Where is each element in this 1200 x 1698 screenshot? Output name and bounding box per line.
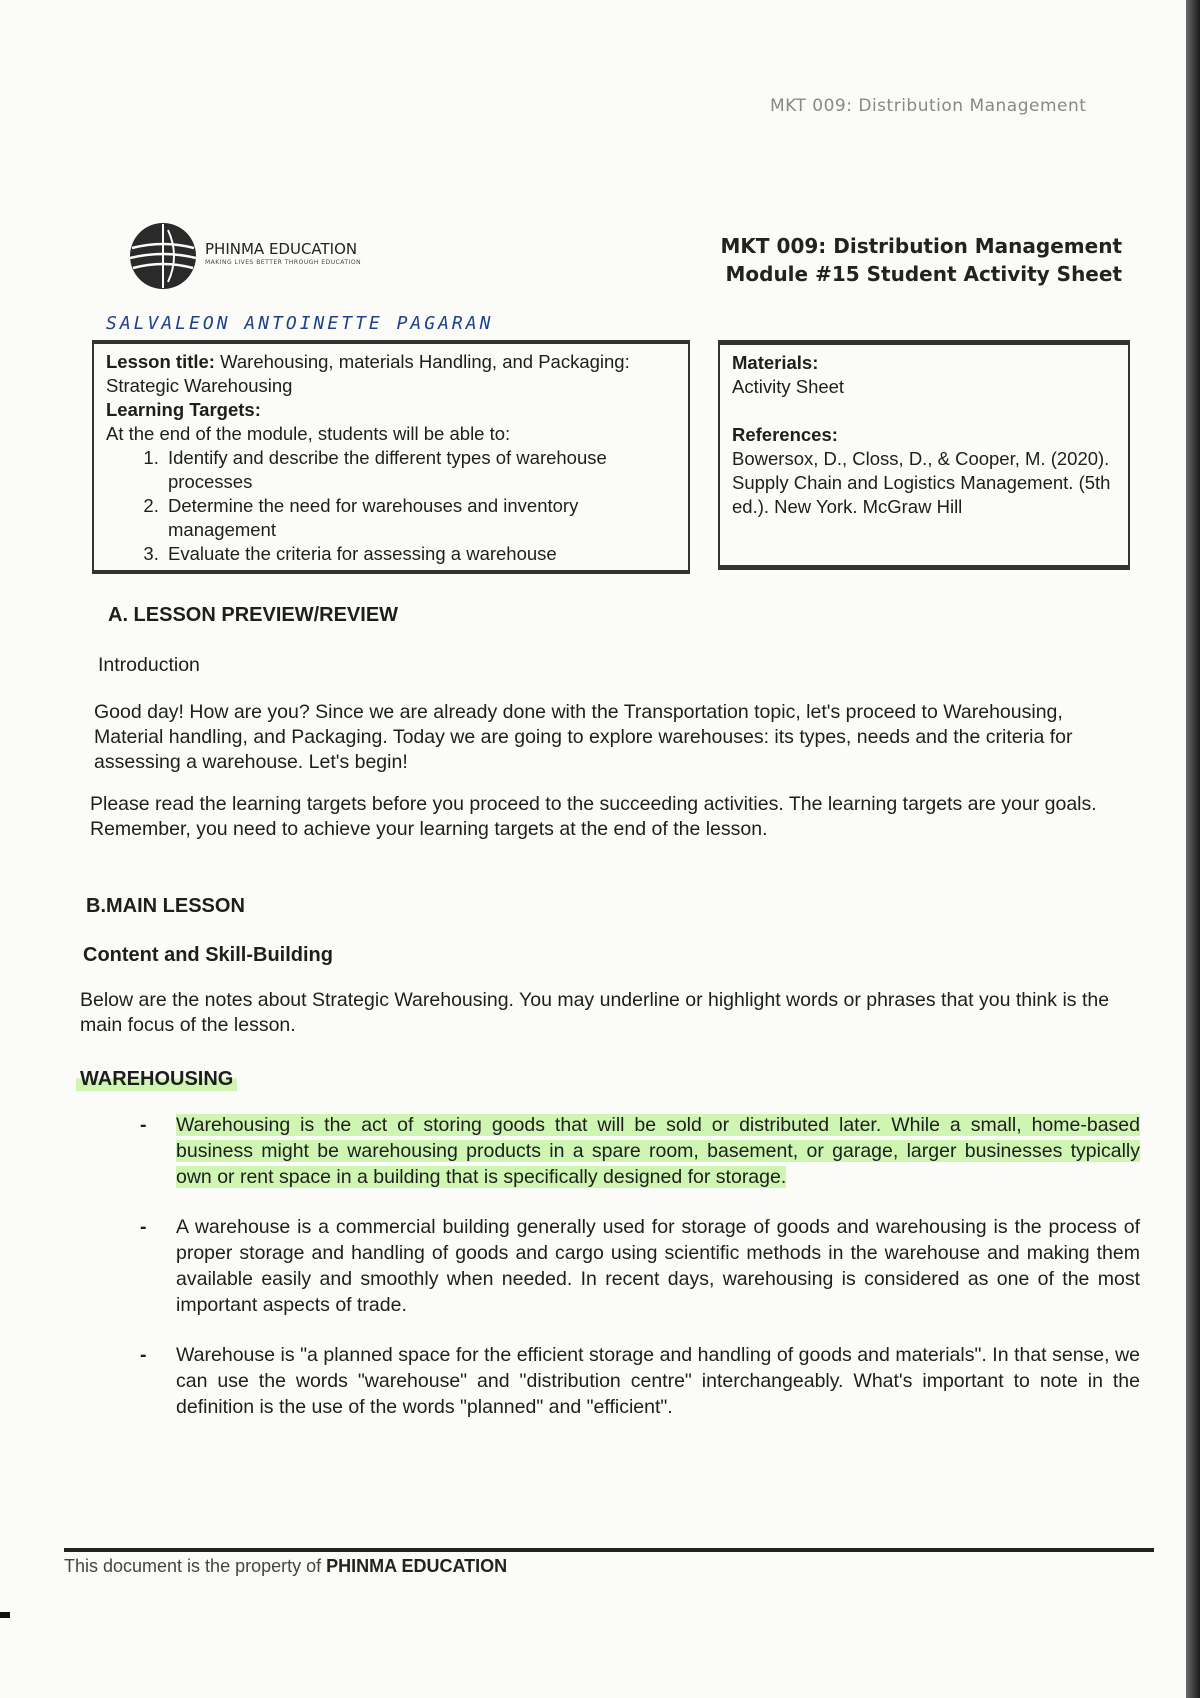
learning-targets-label: Learning Targets: (106, 399, 261, 420)
warehousing-topic-heading: WAREHOUSING (76, 1068, 237, 1091)
learning-targets-reminder: Please read the learning targets before you proceed to the succeeding activities. The learning targets are your goals. Remember, you need to achieve your learning targets at the end of the lesson. (90, 793, 1097, 840)
list-item: - Warehouse is "a planned space for the efficient storage and handling of goods and materials". In that sense, we can use the words "warehouse" and "distribution centre" interchangeably. What's important to note in the definition is the use of the words "planned" and "efficient". (140, 1342, 1140, 1420)
footer-notice (64, 1556, 507, 1577)
introduction-paragraph: Good day! How are you? Since we are already done with the Transportation topic, let's proceed to Warehousing, Material handling, and Packaging. Today we are going to explore warehouses: its types, needs and the criteria for assessing a warehouse. Let's begin! (94, 701, 1073, 773)
list-item: - A warehouse is a commercial building generally used for storage of goods and warehousing is the process of proper storage and handling of goods and cargo using scientific methods in the warehouse and making them available easily and smoothly when needed. In recent days, warehousing is considered as one of the most important aspects of trade. (140, 1214, 1140, 1318)
materials-references-box (718, 340, 1130, 570)
footer-prefix: This document is the property of (64, 1556, 322, 1576)
materials-text: Activity Sheet (732, 376, 845, 397)
section-b-heading: B.MAIN LESSON (86, 895, 245, 917)
org-tagline: MAKING LIVES BETTER THROUGH EDUCATION (205, 259, 362, 266)
content-skill-building-heading: Content and Skill-Building (83, 944, 333, 966)
lesson-title-label: Lesson title: (106, 351, 215, 372)
footer-org: PHINMA EDUCATION (326, 1556, 508, 1576)
references-label: References: (732, 424, 838, 445)
faint-running-header: MKT 009: Distribution Management (770, 96, 1087, 116)
warehousing-notes-list (140, 1112, 1140, 1444)
lesson-info-box (92, 340, 690, 574)
lesson-title-line (106, 350, 676, 398)
learning-target-item: 3. Evaluate the criteria for assessing a warehouse (164, 542, 676, 566)
learning-targets-intro: At the end of the module, students will be able to: (106, 423, 511, 444)
notes-intro-paragraph: Below are the notes about Strategic Warehousing. You may underline or highlight words or phrases that you think is the main focus of the lesson. (80, 989, 1110, 1036)
highlighted-note: Warehousing is the act of storing goods that will be sold or distributed later. While a small, home-based business might be warehousing products in a spare room, basement, or garage, larger businesses typically own or rent space in a building that is specifically designed for storage. (176, 1114, 1140, 1188)
references-text: Bowersox, D., Closs, D., & Cooper, M. (2020). Supply Chain and Logistics Management. (5th ed.). New York. McGraw Hill (732, 448, 1111, 517)
phinma-globe-logo-icon (124, 220, 202, 292)
footer-divider (64, 1548, 1154, 1552)
scan-edge-shadow (1186, 0, 1200, 1698)
module-title: Module #15 Student Activity Sheet (725, 262, 1122, 286)
list-item (140, 1112, 1140, 1190)
handwritten-student-name: SALVALEON ANTOINETTE PAGARAN (106, 313, 494, 334)
learning-target-item: 1. Identify and describe the different types of warehouse processes (164, 446, 676, 494)
lesson-title-text: Warehousing, materials Handling, and Packaging: Strategic Warehousing (106, 351, 630, 396)
section-a-heading: A. LESSON PREVIEW/REVIEW (108, 604, 399, 626)
scan-mark (0, 1612, 10, 1618)
learning-target-item: 2. Determine the need for warehouses and inventory management (164, 494, 676, 542)
learning-targets-list (106, 446, 676, 566)
course-title: MKT 009: Distribution Management (720, 234, 1122, 258)
org-name: PHINMA EDUCATION (205, 240, 358, 258)
introduction-label: Introduction (98, 654, 200, 676)
materials-label: Materials: (732, 352, 819, 373)
